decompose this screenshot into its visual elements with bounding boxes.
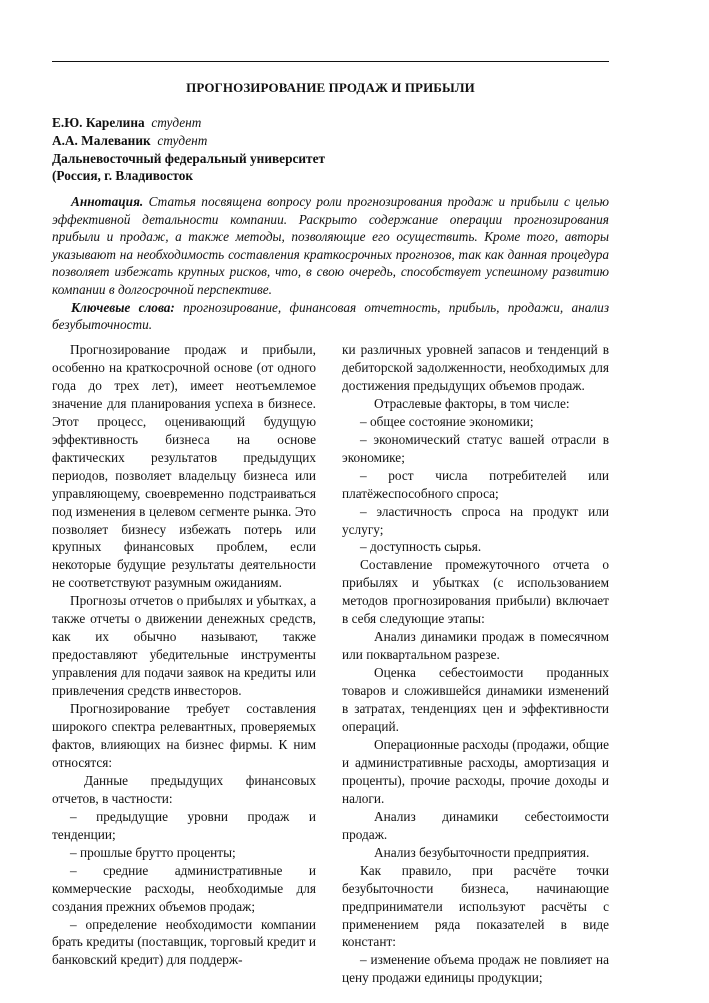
left-column-paragraph: – прошлые брутто проценты; xyxy=(70,844,236,860)
right-column-paragraph: – изменение объема продаж не повлияет на цену продажи единицы продукции; xyxy=(342,952,609,986)
author-1-name: Е.Ю. Карелина xyxy=(52,115,145,130)
author-2-role: студент xyxy=(157,132,208,148)
left-column-paragraph: – средние административные и коммерческие расходы, необходимые для создания прежних объемов продаж; xyxy=(52,862,316,914)
article-title: ПРОГНОЗИРОВАНИЕ ПРОДАЖ И ПРИБЫЛИ xyxy=(186,80,475,95)
right-column-paragraph: ки различных уровней запасов и тенденций в дебиторской задолженности, необходимых для достижения предыдущих объемов продаж. xyxy=(342,342,609,393)
right-column-paragraph: Анализ динамики продаж в помесячном или поквартальном разрезе. xyxy=(342,629,609,663)
keywords-text: прогнозирование, финансовая отчетность, прибыль, продажи, анализ безубыточности. xyxy=(52,299,610,333)
keywords-label: Ключевые слова: xyxy=(71,299,175,315)
right-column-paragraph: – экономический статус вашей отрасли в экономике; xyxy=(342,431,609,465)
right-column-paragraph: – общее состояние экономики; xyxy=(360,413,534,429)
right-column-paragraph: Оценка себестоимости проданных товаров и сложившейся динамики изменений в затратах, тенденциях цен и эффективности операций. xyxy=(342,665,609,735)
author-2 xyxy=(52,132,612,150)
left-column-paragraph: – предыдущие уровни продаж и тенденции; xyxy=(52,808,316,842)
left-column-paragraph: Прогнозирование продаж и прибыли, особенно на краткосрочной основе (от одного года до трех лет), имеет неотъемлемое значение для планирования успеха в бизнесе. Этот процесс, оценивающий будущую эффективность бизнеса на основе фактических результатов предыдущих периодов, позволяет владельцу бизнеса или управляющему, своевременно подстраиваться под изменения в целевом сегменте рынка. Это позволяет бизнесу избежать потерь или крупных финансовых проблем, если некоторые будущие результаты деятельности не соответствуют разумным ожиданиям. xyxy=(52,342,316,591)
abstract-text: Статья посвящена вопросу роли прогнозирования продаж и прибыли с целью эффективной детальности компании. Раскрыто содержание операции прогнозирования прибыли и продаж, а также методы, позволяющие его осуществить. Кроме того, авторы указывают на необходимость составления краткосрочных прогнозов, так как данная процедура позволяет избежать крупных рисков, что, в свою очередь, способствует успешному развитию компании в долгосрочной перспективе. xyxy=(52,194,610,297)
keywords-paragraph xyxy=(52,299,609,334)
header-rule xyxy=(52,61,609,62)
right-column-paragraph: Отраслевые факторы, в том числе: xyxy=(374,395,570,411)
left-column-paragraph: Прогнозирование требует составления широкого спектра релевантных, проверяемых фактов, влияющих на бизнес фирмы. К ним относятся: xyxy=(52,701,316,770)
left-column-paragraph: Прогнозы отчетов о прибылях и убытках, а также отчеты о движении денежных средств, как их обычно называют, также предоставляют убедительные инструменты управления для подачи заявок на кредиты или привлечения средств инвесторов. xyxy=(52,593,316,699)
abstract-label: Аннотация. xyxy=(71,194,144,209)
left-column-paragraph: – определение необходимости компании брать кредиты (поставщик, торговый кредит и банковский кредит) для поддерж- xyxy=(52,916,316,968)
right-column-paragraph: – рост числа потребителей или платёжеспособного спроса; xyxy=(342,467,609,501)
right-column-paragraph: Как правило, при расчёте точки безубыточности бизнеса, начинающие предприниматели используют расчёты с применением ряда показателей в виде констант: xyxy=(342,862,609,950)
right-column-paragraph: – доступность сырья. xyxy=(360,539,482,555)
abstract-paragraph xyxy=(52,193,609,299)
author-2-name: А.А. Малеваник xyxy=(52,132,151,148)
right-column-paragraph: Операционные расходы (продажи, общие и административные расходы, амортизация и проценты), прочие расходы, прочие доходы и налоги. xyxy=(342,736,609,806)
right-column-paragraph: Составление промежуточного отчета о прибылях и убытках (с использованием методов прогнозирования прибыли) включает в себя следующие этапы: xyxy=(342,557,609,627)
abstract-block xyxy=(52,193,609,334)
right-column-paragraph: Анализ безубыточности предприятия. xyxy=(374,844,590,860)
author-block xyxy=(52,114,612,185)
location: (Россия, г. Владивосток xyxy=(52,168,194,184)
right-column-paragraph: – эластичность спроса на продукт или услугу; xyxy=(342,503,609,537)
affiliation: Дальневосточный федеральный университет xyxy=(52,150,326,166)
right-column xyxy=(342,341,609,987)
left-column-paragraph: Данные предыдущих финансовых отчетов, в частности: xyxy=(52,772,316,806)
author-1 xyxy=(52,114,612,132)
right-column-paragraph: Анализ динамики себестоимости продаж. xyxy=(342,808,609,842)
author-1-role: студент xyxy=(151,115,202,130)
left-column xyxy=(52,341,316,969)
